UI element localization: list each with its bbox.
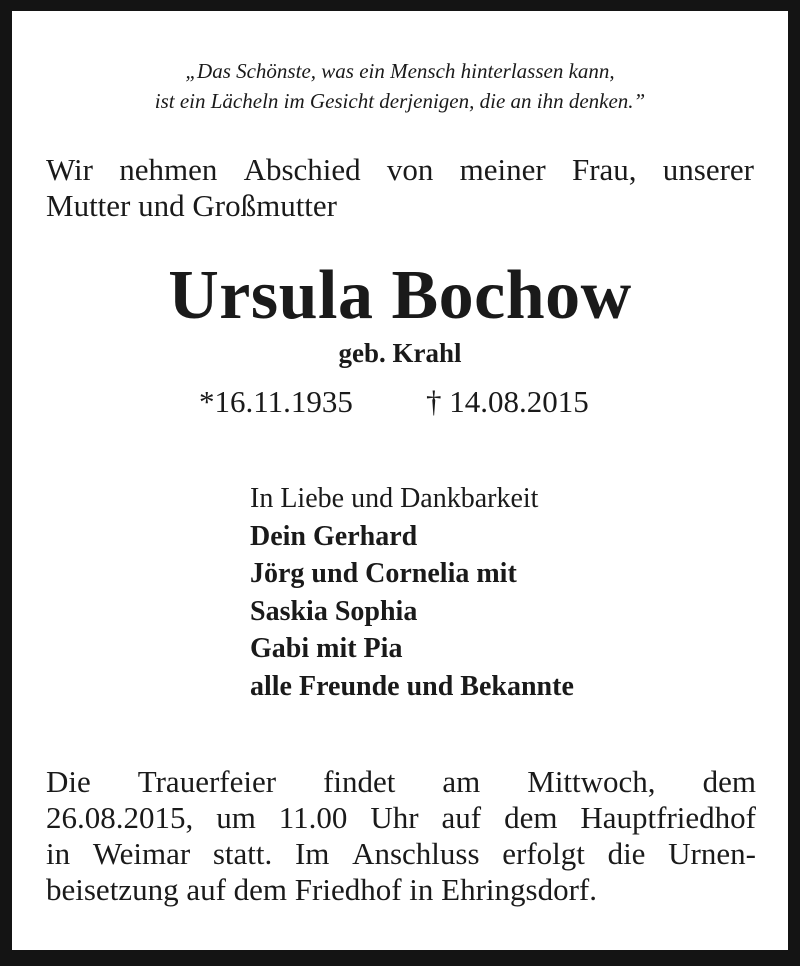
quote-line-2: ist ein Lächeln im Gesicht derjenigen, die an ihn denken.” bbox=[154, 89, 646, 113]
intro-word: Frau, bbox=[571, 152, 637, 187]
notice-line-3 bbox=[46, 836, 756, 872]
notice-word: um bbox=[216, 800, 256, 835]
notice-word: am bbox=[442, 764, 481, 799]
notice-word: Trauerfeier bbox=[137, 764, 277, 799]
intro-word: meiner bbox=[459, 152, 546, 187]
notice-word: in bbox=[46, 836, 71, 871]
notice-word: Mittwoch, bbox=[527, 764, 656, 799]
notice-word: die bbox=[607, 836, 646, 871]
notice-line-1 bbox=[46, 764, 756, 800]
funeral-notice bbox=[46, 764, 756, 908]
notice-word: Hauptfriedhof bbox=[580, 800, 756, 835]
notice-word: auf bbox=[441, 800, 482, 835]
intro-word: unserer bbox=[662, 152, 754, 187]
deceased-name: Ursula Bochow bbox=[168, 257, 632, 334]
intro-line-2: Mutter und Großmutter bbox=[46, 188, 338, 223]
mourner-entry: Gabi mit Pia bbox=[250, 633, 403, 664]
notice-word: Anschluss bbox=[352, 836, 480, 871]
intro-word: Abschied bbox=[243, 152, 361, 187]
notice-word: 26.08.2015, bbox=[46, 800, 194, 835]
notice-word: dem bbox=[702, 764, 756, 799]
mourner-entry: Jörg und Cornelia mit bbox=[250, 558, 517, 589]
mourner-entry: Saskia Sophia bbox=[250, 595, 418, 627]
mourner-entry: alle Freunde und Bekannte bbox=[250, 670, 574, 702]
birth-date: *16.11.1935 bbox=[199, 384, 353, 419]
mourner-entry: Dein Gerhard bbox=[250, 520, 418, 552]
quote-line-1: „Das Schönste, was ein Mensch hinterlassen kann, bbox=[185, 59, 615, 83]
notice-word: Urnen- bbox=[668, 836, 756, 871]
notice-line-4: beisetzung auf dem Friedhof in Ehringsdorf. bbox=[46, 872, 597, 907]
notice-word: statt. bbox=[212, 836, 273, 871]
mourners-lead: In Liebe und Dankbarkeit bbox=[250, 483, 539, 514]
notice-line-2 bbox=[46, 800, 756, 836]
death-date: † 14.08.2015 bbox=[426, 384, 589, 419]
maiden-name: geb. Krahl bbox=[338, 338, 462, 368]
notice-word: Die bbox=[46, 764, 91, 799]
notice-word: findet bbox=[323, 764, 396, 799]
notice-word: erfolgt bbox=[502, 836, 585, 871]
notice-word: Im bbox=[294, 836, 330, 871]
notice-word: Uhr bbox=[370, 800, 419, 835]
intro-line-1 bbox=[46, 152, 754, 188]
intro-word: Wir bbox=[46, 152, 93, 187]
intro-word: von bbox=[386, 152, 434, 187]
epigraph-quote bbox=[0, 56, 800, 116]
notice-word: 11.00 bbox=[278, 800, 348, 835]
mourners-list bbox=[250, 480, 574, 705]
notice-word: dem bbox=[504, 800, 558, 835]
notice-word: Weimar bbox=[92, 836, 191, 871]
intro-word: nehmen bbox=[119, 152, 218, 187]
intro-text bbox=[46, 152, 754, 224]
